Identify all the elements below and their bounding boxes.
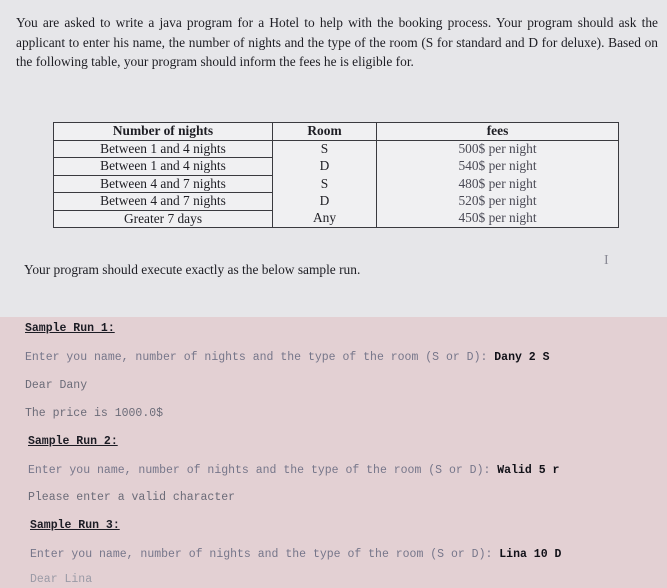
instruction-text: Your program should execute exactly as the below sample run.	[24, 262, 361, 277]
sample-run-console	[0, 317, 667, 588]
header-fees: fees	[377, 123, 619, 141]
fees-cell: 540$ per night	[377, 158, 619, 176]
table-row	[54, 210, 619, 228]
sample-run-1-prompt-line	[25, 351, 550, 364]
nights-cell: Between 1 and 4 nights	[54, 140, 273, 158]
sample-run-2-output-error: Please enter a valid character	[28, 491, 236, 504]
sample-run-1-output-price: The price is 1000.0$	[25, 407, 164, 420]
prompt-text: Enter you name, number of nights and the type of the room (S or D):	[25, 351, 495, 364]
prompt-text: Enter you name, number of nights and the type of the room (S or D):	[28, 464, 498, 477]
sample-run-1-header: Sample Run 1:	[25, 322, 115, 335]
user-input: Dany 2 S	[494, 351, 550, 364]
user-input: Walid 5 r	[497, 464, 560, 477]
table-row	[54, 193, 619, 211]
sample-run-3-header: Sample Run 3:	[30, 519, 120, 532]
room-cell: S	[273, 175, 377, 193]
header-nights: Number of nights	[54, 123, 273, 141]
problem-statement: You are asked to write a java program for a Hotel to help with the booking process. Your program should ask the applicant to enter his name, the number of nights and the type of the room (S for standard and D for deluxe). Based on the following table, your program should inform the fees he is eligible for.	[16, 15, 658, 69]
table-row	[54, 175, 619, 193]
room-cell: D	[273, 193, 377, 211]
sample-run-3-prompt-line	[30, 548, 561, 561]
fees-cell: 520$ per night	[377, 193, 619, 211]
sample-run-2-prompt-line	[28, 464, 559, 477]
nights-cell: Between 1 and 4 nights	[54, 158, 273, 176]
table-row	[54, 140, 619, 158]
fees-cell: 450$ per night	[377, 210, 619, 228]
fees-cell: 500$ per night	[377, 140, 619, 158]
room-cell: Any	[273, 210, 377, 228]
table-row	[54, 158, 619, 176]
sample-run-2-header: Sample Run 2:	[28, 435, 118, 448]
nights-cell: Between 4 and 7 nights	[54, 175, 273, 193]
fees-table	[53, 122, 619, 228]
sample-run-3-output-greeting: Dear Lina	[30, 573, 93, 586]
room-cell: S	[273, 140, 377, 158]
room-cell: D	[273, 158, 377, 176]
nights-cell: Between 4 and 7 nights	[54, 193, 273, 211]
nights-cell: Greater 7 days	[54, 210, 273, 228]
prompt-text: Enter you name, number of nights and the type of the room (S or D):	[30, 548, 500, 561]
user-input: Lina 10 D	[499, 548, 562, 561]
fees-cell: 480$ per night	[377, 175, 619, 193]
header-room: Room	[273, 123, 377, 141]
table-header-row	[54, 123, 619, 141]
text-cursor-icon: I	[604, 253, 609, 268]
sample-run-1-output-greeting: Dear Dany	[25, 379, 88, 392]
